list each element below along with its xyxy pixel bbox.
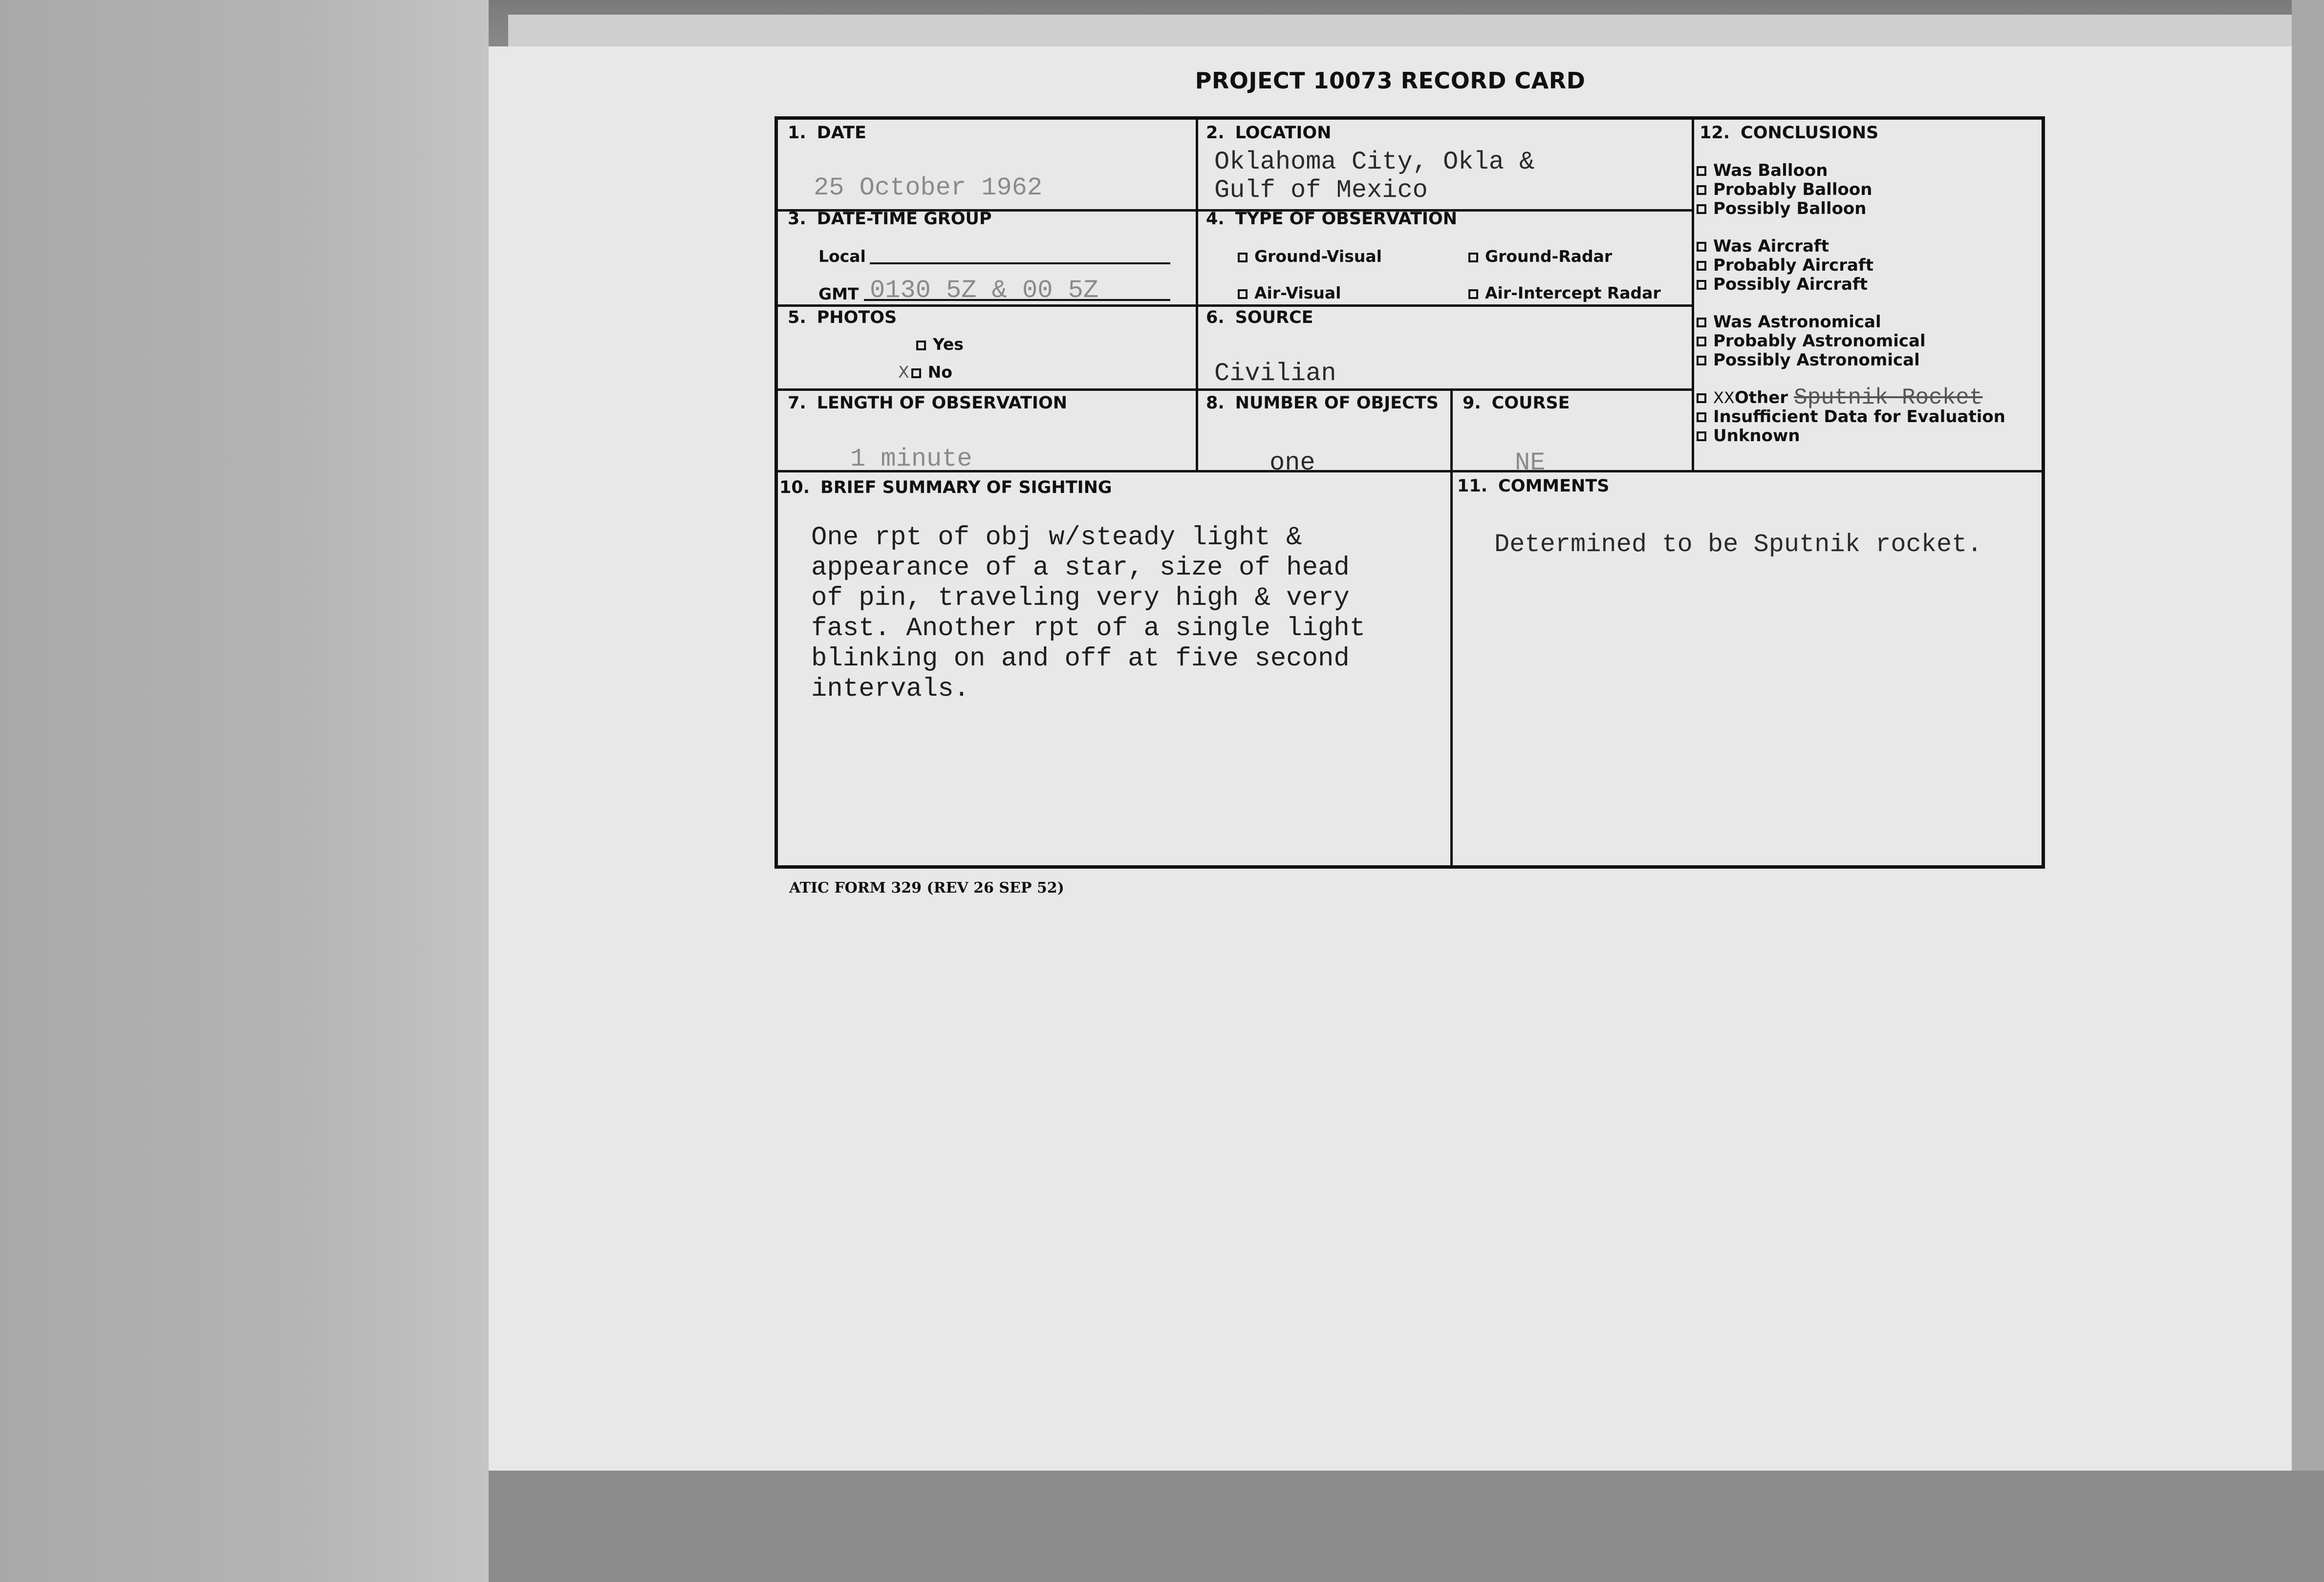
checkbox (1697, 204, 1706, 214)
conclusions-list (1697, 161, 2005, 446)
location-value-line1: Oklahoma City, Okla & (1214, 148, 1535, 176)
length-of-observation-value: 1 minute (850, 445, 972, 473)
conclusion-probably-aircraft: Probably Aircraft (1697, 256, 2005, 275)
comments-value: Determined to be Sputnik rocket. (1494, 530, 1982, 559)
checkbox (1697, 393, 1706, 403)
summary-text (811, 523, 1446, 705)
number-of-objects-value: one (1270, 449, 1315, 477)
summary-line: blinking on and off at five second (811, 644, 1350, 674)
summary-line: intervals. (811, 674, 970, 704)
checkbox (1697, 356, 1706, 365)
scan-left-margin (0, 0, 489, 1582)
gmt-value: 0130 5Z & 00 5Z (870, 276, 1099, 305)
photos-no-option: X No (898, 363, 952, 382)
photos-yes-checkbox (916, 341, 926, 350)
checkbox (1697, 412, 1706, 422)
air-visual-checkbox (1238, 289, 1248, 299)
air-intercept-radar-checkbox (1468, 289, 1478, 299)
source-label: 6. SOURCE (1206, 308, 1313, 327)
option-ground-radar: Ground-Radar (1468, 247, 1612, 266)
course-value: NE (1515, 449, 1546, 477)
checkbox (1697, 318, 1706, 327)
conclusion-unknown: Unknown (1697, 427, 2005, 446)
divider-col-objects-course (1450, 391, 1453, 869)
conclusions-label: 12. CONCLUSIONS (1700, 123, 1879, 143)
conclusion-possibly-astronomical: Possibly Astronomical (1697, 351, 2005, 370)
card-title: PROJECT 10073 RECORD CARD (1195, 67, 1586, 94)
source-value: Civilian (1214, 359, 1336, 388)
other-mark: XX (1713, 388, 1735, 407)
conclusion-other: XX Other Sputnik Rocket (1697, 388, 2005, 407)
date-label: 1. DATE (788, 123, 866, 143)
date-time-group-label: 3. DATE-TIME GROUP (788, 209, 992, 229)
checkbox (1697, 261, 1706, 271)
conclusion-probably-balloon: Probably Balloon (1697, 180, 2005, 199)
comments-label: 11. COMMENTS (1457, 476, 1610, 496)
conclusion-possibly-aircraft: Possibly Aircraft (1697, 275, 2005, 294)
summary-line: One rpt of obj w/steady light & (811, 523, 1302, 553)
summary-line: appearance of a star, size of head (811, 553, 1350, 583)
length-of-observation-label: 7. LENGTH OF OBSERVATION (788, 393, 1067, 413)
other-value: Sputnik Rocket (1794, 385, 1983, 410)
option-air-intercept-radar: Air-Intercept Radar (1468, 283, 1661, 302)
location-value-line2: Gulf of Mexico (1214, 176, 1428, 205)
checkbox (1697, 185, 1706, 195)
ground-visual-checkbox (1238, 253, 1248, 262)
summary-label: 10. BRIEF SUMMARY OF SIGHTING (779, 478, 1112, 497)
conclusion-insufficient-data: Insufficient Data for Evaluation (1697, 407, 2005, 427)
divider-col-date-location (1196, 116, 1198, 470)
checkbox (1697, 166, 1706, 176)
gmt-label: GMT (818, 284, 859, 303)
number-of-objects-label: 8. NUMBER OF OBJECTS (1206, 393, 1439, 413)
date-value: 25 October 1962 (814, 173, 1043, 202)
conclusion-was-balloon: Was Balloon (1697, 161, 2005, 180)
form-footer: ATIC FORM 329 (REV 26 SEP 52) (789, 879, 1064, 897)
type-of-observation-label: 4. TYPE OF OBSERVATION (1206, 209, 1457, 229)
location-label: 2. LOCATION (1206, 123, 1332, 143)
summary-line: of pin, traveling very high & very (811, 583, 1350, 613)
photos-yes-option: Yes (916, 335, 964, 354)
divider-col-conclusions (1692, 116, 1694, 470)
scan-right-margin (2292, 0, 2324, 1582)
local-time-label: Local (818, 247, 866, 266)
conclusion-probably-astronomical: Probably Astronomical (1697, 332, 2005, 351)
ground-radar-checkbox (1468, 253, 1478, 262)
summary-line: fast. Another rpt of a single light (811, 614, 1366, 643)
checkbox (1697, 242, 1706, 252)
photos-no-checkbox (911, 368, 921, 378)
conclusion-possibly-balloon: Possibly Balloon (1697, 199, 2005, 218)
checkbox (1697, 280, 1706, 290)
local-time-line (870, 262, 1170, 264)
photos-no-mark: X (898, 363, 909, 382)
checkbox (1697, 431, 1706, 441)
conclusion-was-astronomical: Was Astronomical (1697, 313, 2005, 332)
photos-label: 5. PHOTOS (788, 308, 897, 327)
checkbox (1697, 337, 1706, 346)
conclusion-was-aircraft: Was Aircraft (1697, 237, 2005, 256)
option-air-visual: Air-Visual (1238, 283, 1341, 302)
course-label: 9. COURSE (1463, 393, 1570, 413)
option-ground-visual: Ground-Visual (1238, 247, 1382, 266)
divider-row-3 (775, 388, 1693, 391)
scan-bottom-margin (489, 1471, 2324, 1582)
